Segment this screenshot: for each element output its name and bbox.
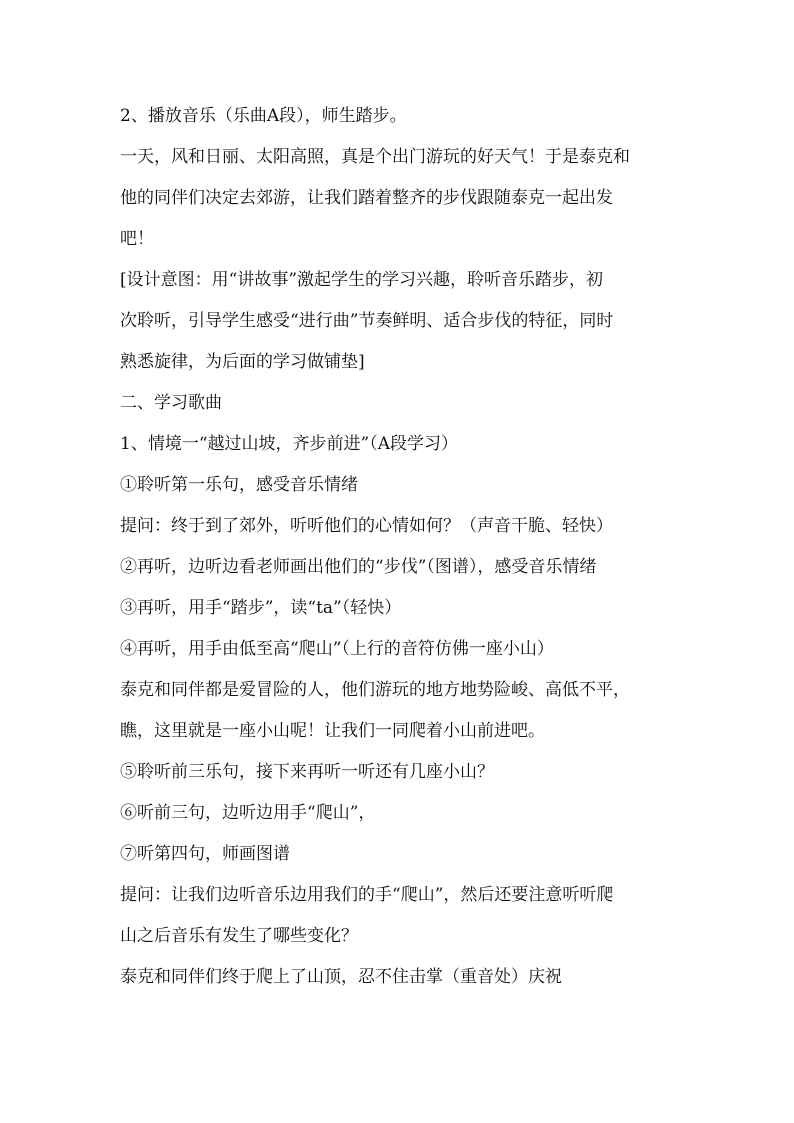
question-line: 提问：让我们边听音乐边用我们的手“爬山”，然后还要注意听听爬 [120,885,614,905]
step-item: ③再听，用手“踏步”，读“ta”（轻快） [120,598,402,618]
question-line: 提问：终于到了郊外，听听他们的心情如何？（声音干脆、轻快） [120,516,613,536]
question-line: 山之后音乐有发生了哪些变化？ [120,926,358,946]
step-item: ①聆听第一乐句，感受音乐情绪 [120,475,358,495]
story-paragraph-line: 一天，风和日丽、太阳高照，真是个出门游玩的好天气！于是泰克和 [120,147,630,167]
story-paragraph-line: 泰克和同伴们终于爬上了山顶，忍不住击掌（重音处）庆祝 [120,967,562,987]
design-intent-line: [设计意图：用“讲故事”激起学生的学习兴趣，聆听音乐踏步，初 [120,270,604,290]
story-paragraph-line: 吧！ [120,229,154,249]
step-item: ⑦听第四句，师画图谱 [120,844,290,864]
scenario-one-heading: 1、情境一“越过山坡，齐步前进”（A段学习） [120,434,458,454]
step-item: ②再听，边听边看老师画出他们的“步伐”（图谱），感受音乐情绪 [120,557,597,577]
step-item: ④再听，用手由低至高“爬山”（上行的音符仿佛一座小山） [120,639,554,659]
step-item: ⑤聆听前三乐句，接下来再听一听还有几座小山？ [120,762,494,782]
story-paragraph-line: 他的同伴们决定去郊游，让我们踏着整齐的步伐跟随泰克一起出发 [120,188,613,208]
step-2-play-music: 2、播放音乐（乐曲A段），师生踏步。 [120,106,407,126]
document-body [120,102,680,1004]
section-heading: 二、学习歌曲 [120,393,222,413]
design-intent-line: 次聆听，引导学生感受“进行曲”节奏鲜明、适合步伐的特征，同时 [120,311,614,331]
story-paragraph-line: 瞧，这里就是一座小山呢！让我们一同爬着小山前进吧。 [120,721,545,741]
story-paragraph-line: 泰克和同伴都是爱冒险的人，他们游玩的地方地势险峻、高低不平， [120,680,630,700]
design-intent-line: 熟悉旋律，为后面的学习做铺垫] [120,352,365,372]
step-item: ⑥听前三句，边听边用手“爬山”， [120,803,376,823]
